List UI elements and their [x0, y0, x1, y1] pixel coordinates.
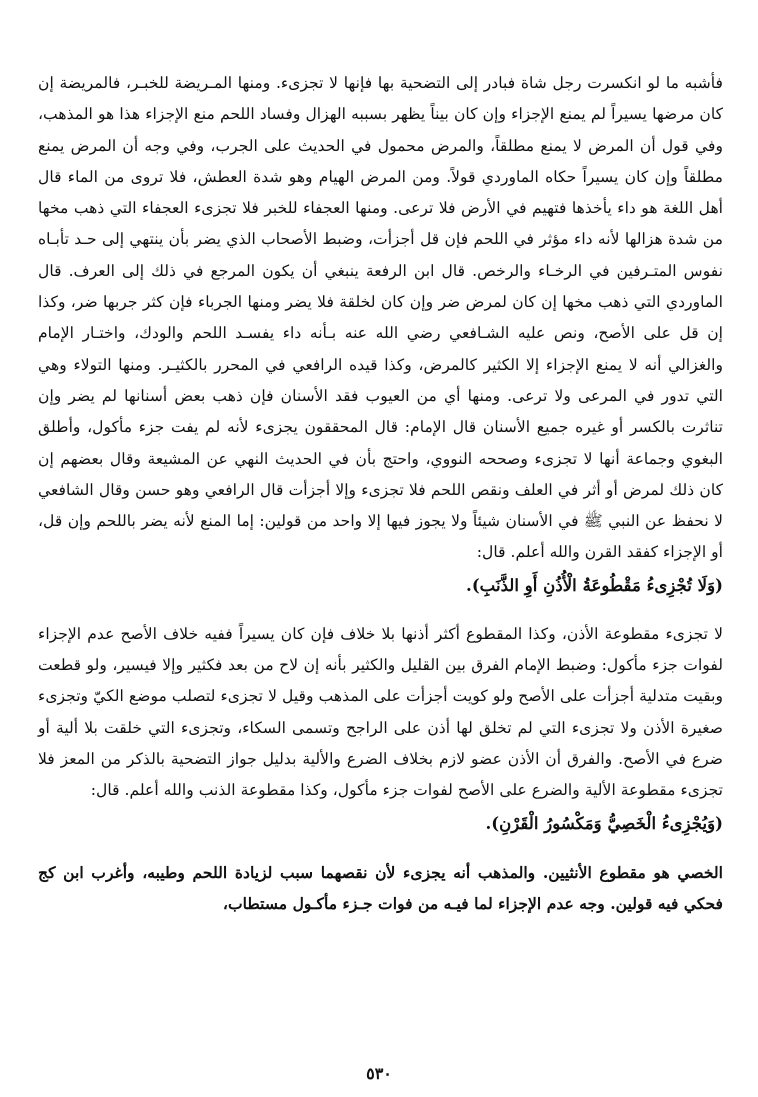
page-number: ٥٣٠	[366, 1064, 392, 1083]
paragraph-2: لا تجزىء مقطوعة الأذن، وكذا المقطوع أكثر أذنها بلا خلاف فإن كان يسيراً ففيه خلاف الأصح عدم الإجزاء لفوات جزء مأكول: وضبط الإمام الفرق بين القليل والكثير بأنه إن لاح من بعد فكثير وإلا فيسير، ولو قطعت وبقيت متدلية أجزأت على الأصح ولو كويت أجزأت على المذهب وقيل لا تجزىء لتصلب موضع الكيّ وتجزىء صغيرة الأذن ولا تجزىء التي لم تخلق لها أذن على الراجح وتسمى السكاء، وتجزىء التي خلقت بلا ألية أو ضرع في الأصح. والفرق أن الأذن عضو لازم بخلاف الضرع والألية بدليل جواز التضحية بالذكر من المعز فلا تجزىء مقطوعة الألية والضرع على الأصح لفوات جزء مأكول، وكذا مقطوعة الذنب والله أعلم. قال:	[38, 624, 723, 800]
verse-2: (وَيُجْزِىءُ الْخَصِيُّ وَمَكْسُورُ الْقَرْنِ).	[485, 812, 723, 833]
verse-1: (وَلَا تُجْزِىءُ مَقْطُوعَةُ الْأُذُنِ أَوِ الذَّنَبِ).	[466, 574, 723, 595]
page-body	[38, 68, 723, 1068]
paragraph-1: فأشبه ما لو انكسرت رجل شاة فبادر إلى التضحية بها فإنها لا تجزىء. ومنها المـريضة للخبـر، فالمريضة إن كان مرضها يسيراً لم يمنع الإجزاء وإن كان بيناً يظهر بسببه الهزال وفساد اللحم منع الإجزاء هذا هو المذهب، وفي قول أن المرض لا يمنع مطلقاً، والمرض محمول في الحديث على الجرب، وفي وجه أن المرض يمنع مطلقاً وإن كان يسيراً حكاه الماوردي قولاً. ومن المرض الهيام وهو شدة العطش، فلا تروى من الماء قال أهل اللغة هو داء يأخذها فتهيم في الأرض فلا ترعى. ومنها العجفاء للخبر فلا تجزىء العجفاء التي ذهب مخها من شدة هزالها لأنه داء مؤثر في اللحم فإن قل أجزأت، وضبط الأصحاب الذي يضر بأن ينتهي إلى حـد تأبـاه نفوس المتـرفين في الرخـاء والرخص. قال ابن الرفعة ينبغي أن يكون المرجع في ذلك إلى العرف. قال الماوردي التي ذهب مخها إن كان لمرض ضر وإن كان لخلقة فلا يضر ومنها الجرباء فإن كثر جربها ضر، وكذا إن قل على الأصح، ونص عليه الشـافعي رضي الله عنه بـأنه داء يفسـد اللحم والودك، واختـار الإمام والغزالي أنه لا يمنع الإجزاء إلا الكثير كالمرض، وكذا قيده الرافعي في المحرر بالكثيـر. ومنها التولاء وهي التي تدور في المرعى ولا ترعى. ومنها أي من العيوب فقد الأسنان فإن ذهب بعض أسنانها لم يضر وإن تناثرت بالكسر أو غيره جميع الأسنان قال الإمام: قال المحققون يجزىء لأنه لم يفت جزء مأكول، وأطلق البغوي وجماعة أنها لا تجزىء وصححه النووي، واحتج بأن في الحديث النهي عن المشيعة وقال بعضهم إن كان ذلك لمرض أو أثر في العلف ونقص اللحم فلا تجزىء وإلا أجزأت قال الرافعي وهو حسن وقال الشافعي لا نحفظ عن النبي ﷺ في الأسنان شيئاً ولا يجوز فيها إلا واحد من قولين: إما المنع لأنه يضر باللحم وإن قل، أو الإجزاء كفقد القرن والله أعلم. قال:	[38, 74, 723, 562]
paragraph-3: الخصي هو مقطوع الأنثيين. والمذهب أنه يجزىء لأن نقصهما سبب لزيادة اللحم وطيبه، وأغرب ابن كج فحكي فيه قولين. وجه عدم الإجزاء لما فيـه من فوات جـزء مأكـول مستطاب،	[38, 862, 723, 913]
